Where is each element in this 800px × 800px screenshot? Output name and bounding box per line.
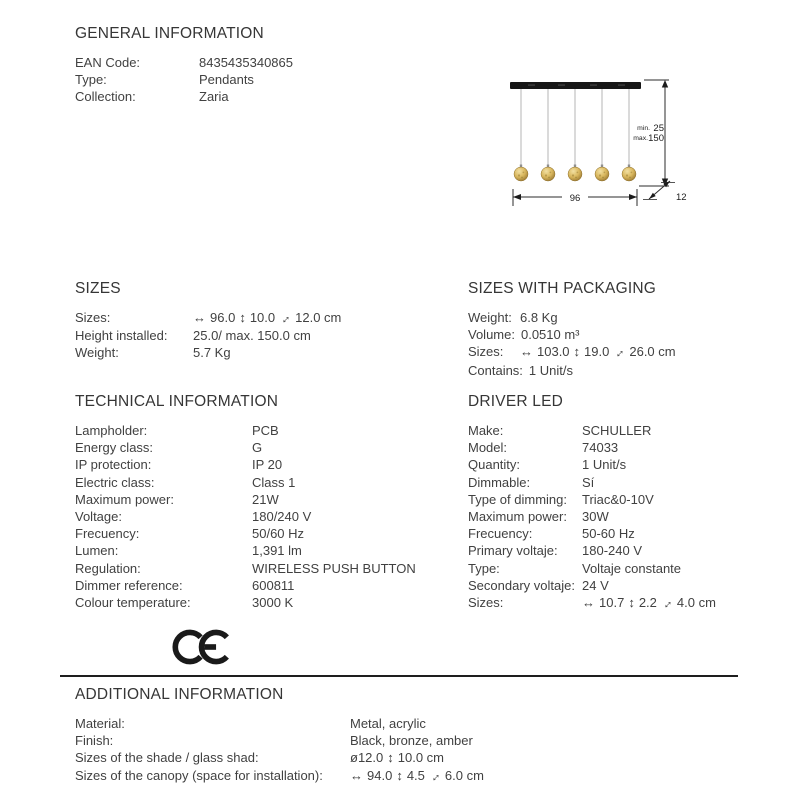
spec-row	[75, 422, 416, 439]
width-arrow-icon: ↔	[193, 310, 206, 325]
spec-row	[75, 715, 484, 732]
spec-value	[193, 309, 341, 327]
spec-label: Material:	[75, 716, 125, 731]
spec-value-text: 12.0	[357, 750, 384, 766]
spec-rows	[75, 422, 416, 611]
spec-label: Sizes:	[468, 595, 504, 611]
spec-value: Pendants	[199, 72, 254, 88]
arrowhead-right	[629, 194, 637, 200]
spec-value-text: 4.5	[406, 767, 425, 783]
spec-label: Primary voltaje:	[468, 543, 558, 559]
spec-value: PCB	[252, 423, 279, 438]
spec-label: Volume:	[468, 327, 515, 343]
spec-label: Frecuency:	[75, 526, 140, 542]
spec-label: Sizes of the canopy (space for installation):	[75, 767, 323, 783]
spec-rows	[75, 309, 341, 362]
spec-value: IP 20	[252, 457, 283, 473]
ce-letter-c	[175, 632, 200, 661]
spec-value: SCHULLER	[582, 423, 652, 438]
depth-arrow-icon: ↔	[609, 343, 629, 362]
spec-row	[468, 362, 676, 379]
spec-value: G	[252, 440, 263, 456]
section-technical-information	[75, 393, 416, 611]
section-title: SIZES	[75, 280, 121, 297]
spec-row	[75, 439, 416, 456]
spec-value: WIRELESS PUSH BUTTON	[252, 560, 416, 576]
section-title: ADDITIONAL INFORMATION	[75, 686, 284, 703]
ce-certification-logo	[172, 627, 232, 667]
dim-max-value: 150	[648, 133, 664, 144]
arrowhead-left	[513, 194, 521, 200]
spec-value: 1,391 lm	[252, 543, 302, 559]
spec-row	[468, 343, 676, 361]
depth-dimension-lines	[643, 181, 675, 200]
section-divider-line	[60, 675, 738, 677]
spec-label: Dimmable:	[468, 474, 531, 490]
spec-row	[75, 88, 293, 105]
spec-value: 21W	[252, 491, 279, 507]
spec-label: Finish:	[75, 733, 114, 749]
spec-label: Collection:	[75, 89, 136, 105]
spec-value: 8435435340865	[199, 55, 293, 70]
spec-row	[75, 525, 416, 542]
spec-row	[468, 491, 716, 508]
spec-value: Voltaje constante	[582, 560, 682, 576]
spec-label: IP protection:	[75, 457, 152, 473]
spec-label: EAN Code:	[75, 55, 141, 70]
spec-rows	[468, 309, 676, 379]
spec-value: Black, bronze, amber	[350, 733, 473, 749]
spec-row	[75, 309, 341, 327]
dim-min-value: 25	[653, 123, 664, 134]
spec-label: Make:	[468, 423, 504, 438]
spec-row	[75, 508, 416, 525]
spec-rows	[75, 54, 293, 106]
spec-label: Dimmer reference:	[75, 577, 183, 593]
spec-value	[350, 767, 484, 785]
pendant-glass-balls	[514, 165, 636, 182]
spec-value-text: 6.0 cm	[444, 767, 484, 783]
spec-label: Sizes of the shade / glass shad:	[75, 750, 259, 766]
section-title: DRIVER LED	[468, 393, 564, 410]
depth-arrow-icon: ↔	[275, 308, 294, 328]
spec-rows	[75, 715, 484, 785]
ceiling-bar	[510, 82, 641, 89]
spec-row	[75, 577, 416, 594]
spec-value: 180/240 V	[252, 509, 312, 525]
spec-value: 50-60 Hz	[582, 526, 635, 542]
spec-value: Triac&0-10V	[582, 491, 654, 507]
depth-arrow-icon: ↔	[657, 594, 676, 613]
spec-value: 5.7 Kg	[193, 345, 231, 361]
width-arrow-icon: ↔	[520, 344, 533, 360]
spec-label: Colour temperature:	[75, 595, 191, 611]
spec-value: 50/60 Hz	[252, 526, 305, 542]
section-title: SIZES WITH PACKAGING	[468, 280, 657, 297]
spec-label: Sizes:	[468, 344, 504, 360]
spec-row	[468, 326, 676, 343]
section-title: GENERAL INFORMATION	[75, 25, 264, 42]
spec-row	[468, 508, 716, 525]
spec-label: Model:	[468, 440, 508, 456]
spec-label: Voltage:	[75, 509, 122, 525]
spec-value: Class 1	[252, 474, 296, 490]
spec-value: 1 Unit/s	[582, 457, 627, 473]
section-general-information	[75, 25, 293, 106]
spec-value-text: 10.0	[249, 310, 276, 325]
spec-row	[75, 491, 416, 508]
height-arrow-icon: ↕	[396, 767, 403, 783]
spec-row	[75, 327, 341, 344]
spec-row	[468, 422, 716, 439]
spec-label: Type:	[468, 560, 500, 576]
spec-label: Weight:	[468, 310, 512, 325]
spec-rows	[468, 422, 716, 612]
arrowhead-up	[662, 80, 668, 88]
spec-value-text: 10.7	[599, 595, 625, 611]
section-additional-information	[75, 686, 484, 785]
spec-row	[468, 456, 716, 473]
spec-row	[468, 439, 716, 456]
spec-row	[75, 71, 293, 88]
spec-row	[75, 344, 341, 361]
pendant-cords	[521, 89, 629, 165]
spec-row	[75, 456, 416, 473]
spec-value	[520, 343, 676, 361]
width-arrow-icon: ↔	[582, 595, 595, 611]
height-arrow-icon: ↕	[239, 310, 246, 325]
spec-label: Frecuency:	[468, 526, 533, 542]
spec-value-text: 26.0 cm	[629, 344, 676, 360]
height-arrow-icon: ↕	[387, 750, 394, 766]
spec-value: 6.8 Kg	[520, 310, 558, 325]
spec-value-text: 103.0	[537, 344, 570, 360]
spec-value: Zaria	[199, 89, 229, 105]
spec-value-text: 10.0 cm	[397, 750, 445, 766]
spec-value	[350, 749, 444, 766]
dim-width-value: 96	[569, 193, 581, 204]
spec-label: Type of dimming:	[468, 491, 567, 507]
depth-arrow-icon: ↔	[425, 766, 444, 785]
spec-row	[468, 577, 716, 594]
spec-value-text: 96.0	[210, 310, 236, 325]
spec-label: Lampholder:	[75, 423, 148, 438]
product-dimension-drawing	[498, 53, 703, 225]
spec-row	[468, 309, 676, 326]
spec-value: 24 V	[582, 577, 609, 593]
spec-value: 25.0/ max. 150.0 cm	[193, 328, 311, 344]
spec-value	[582, 594, 716, 612]
dim-depth-value: 12	[676, 192, 687, 203]
spec-label: Weight:	[75, 345, 119, 361]
spec-label: Height installed:	[75, 328, 168, 344]
dim-max-label: max.	[633, 135, 648, 142]
spec-label: Energy class:	[75, 440, 154, 456]
spec-value: 180-240 V	[582, 543, 642, 559]
spec-row	[75, 542, 416, 559]
spec-value-text: 2.2	[638, 595, 657, 611]
spec-label: Contains:	[468, 362, 523, 378]
section-title: TECHNICAL INFORMATION	[75, 393, 279, 410]
spec-value-text: 4.0 cm	[676, 595, 716, 611]
spec-value: Sí	[582, 474, 595, 490]
spec-row	[75, 594, 416, 611]
spec-value: 74033	[582, 440, 619, 456]
spec-row	[75, 474, 416, 491]
dim-min-label: min.	[637, 125, 650, 132]
spec-label: Maximum power:	[75, 491, 174, 507]
spec-row	[75, 560, 416, 577]
section-sizes-with-packaging	[468, 280, 676, 379]
spec-value-text: 19.0	[584, 344, 610, 360]
spec-row	[75, 767, 484, 785]
spec-value: 600811	[252, 577, 295, 593]
spec-label: Sizes:	[75, 310, 111, 325]
spec-row	[468, 542, 716, 559]
spec-value-text: 94.0	[367, 767, 393, 783]
height-arrow-icon: ↕	[628, 595, 635, 611]
spec-value: 3000 K	[252, 595, 294, 611]
spec-label: Quantity:	[468, 457, 521, 473]
spec-row	[468, 594, 716, 612]
spec-value: 1 Unit/s	[528, 362, 573, 378]
spec-row	[468, 560, 716, 577]
height-arrow-icon: ↕	[573, 344, 581, 360]
spec-label: Type:	[75, 72, 107, 88]
spec-value: 30W	[582, 509, 609, 525]
width-arrow-icon: ↔	[350, 767, 363, 783]
section-driver-led	[468, 393, 716, 612]
spec-row	[468, 525, 716, 542]
spec-row	[75, 732, 484, 749]
spec-row	[75, 54, 293, 71]
spec-label: Lumen:	[75, 543, 119, 559]
spec-row	[468, 474, 716, 491]
spec-value-text: 12.0 cm	[295, 310, 342, 325]
spec-value: Metal, acrylic	[350, 716, 426, 731]
spec-label: Maximum power:	[468, 509, 567, 525]
section-sizes	[75, 280, 341, 362]
spec-row	[75, 749, 484, 766]
spec-label: Secondary voltaje:	[468, 577, 575, 593]
spec-label: Regulation:	[75, 560, 141, 576]
spec-label: Electric class:	[75, 474, 155, 490]
spec-value: 0.0510 m³	[520, 327, 580, 343]
diameter-arrow-icon: ø	[350, 750, 358, 766]
